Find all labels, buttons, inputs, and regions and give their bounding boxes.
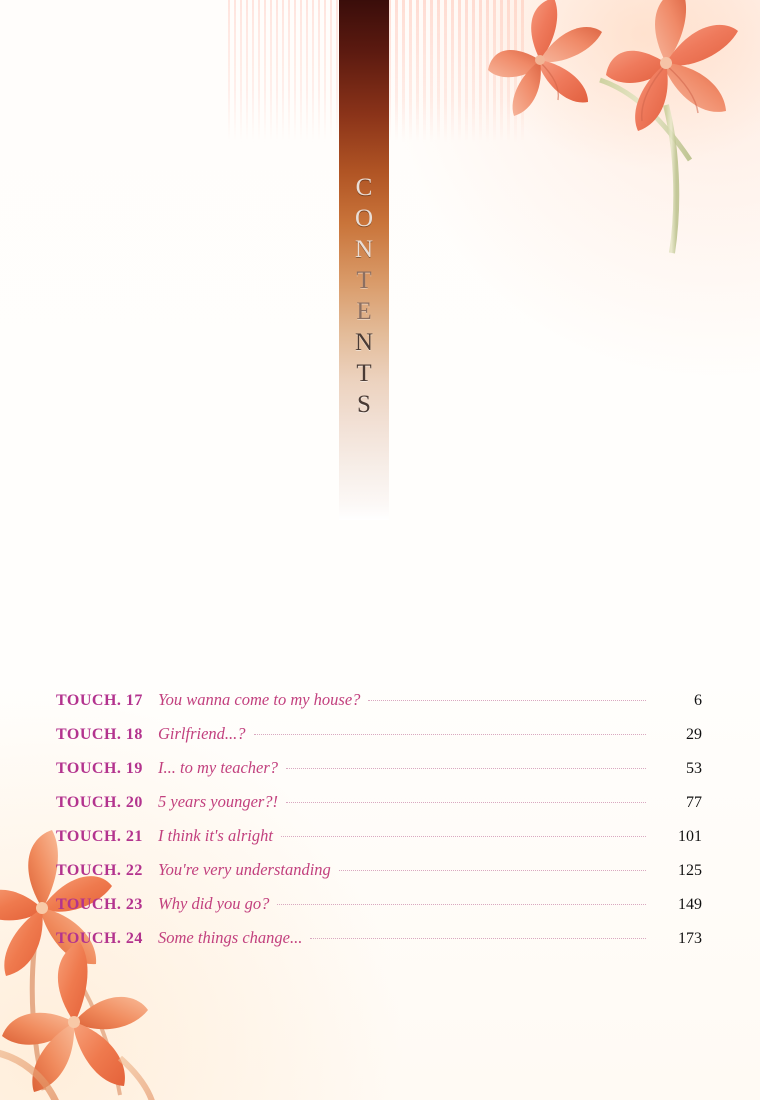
page-title-vertical	[339, 175, 389, 505]
toc-entry-page: 6	[694, 692, 702, 709]
toc-entry-title: Why did you go?	[158, 894, 270, 913]
toc-entry-title: Girlfriend...?	[158, 724, 246, 743]
toc-entry[interactable]	[0, 894, 760, 928]
title-letter-t: T	[356, 267, 372, 294]
toc-entry[interactable]	[0, 724, 760, 758]
toc-entry[interactable]	[0, 928, 760, 962]
toc-entry[interactable]	[0, 758, 760, 792]
toc-entry-number: TOUCH. 23	[56, 896, 143, 913]
toc-entry-title: I think it's alright	[158, 826, 273, 845]
toc-entry-number: TOUCH. 18	[56, 726, 143, 743]
toc-entry-number: TOUCH. 20	[56, 794, 143, 811]
toc-entry-title: Some things change...	[158, 928, 303, 947]
toc-entry-page: 29	[686, 726, 702, 743]
toc-entry-number: TOUCH. 22	[56, 862, 143, 879]
toc-entry-page: 53	[686, 760, 702, 777]
lily-flower-icon	[480, 0, 760, 305]
toc-entry[interactable]	[0, 690, 760, 724]
toc-entry[interactable]	[0, 792, 760, 826]
toc-entry-title: I... to my teacher?	[158, 758, 279, 777]
toc-leader-dots	[254, 734, 646, 735]
toc-entry[interactable]	[0, 860, 760, 894]
toc-entry-page: 149	[678, 896, 702, 913]
toc-leader-dots	[281, 836, 646, 837]
toc-leader-dots	[286, 768, 646, 769]
title-letter-n2: N	[354, 329, 374, 356]
toc-entry-title: You wanna come to my house?	[158, 690, 361, 709]
table-of-contents	[0, 690, 760, 962]
title-letter-t2: T	[356, 360, 372, 387]
toc-leader-dots	[368, 700, 646, 701]
toc-entry-page: 173	[678, 930, 702, 947]
toc-leader-dots	[339, 870, 646, 871]
toc-entry-page: 77	[686, 794, 702, 811]
toc-entry-number: TOUCH. 17	[56, 692, 143, 709]
toc-leader-dots	[277, 904, 646, 905]
toc-leader-dots	[286, 802, 646, 803]
title-letter-e: E	[356, 298, 372, 325]
title-letter-c: C	[355, 174, 373, 201]
title-letter-n: N	[354, 236, 374, 263]
toc-entry-page: 125	[678, 862, 702, 879]
toc-entry-title: 5 years younger?!	[158, 792, 279, 811]
stripe-pattern-left	[228, 0, 340, 142]
toc-entry-page: 101	[678, 828, 702, 845]
toc-entry-number: TOUCH. 21	[56, 828, 143, 845]
toc-leader-dots	[310, 938, 646, 939]
toc-entry-title: You're very understanding	[158, 860, 331, 879]
toc-entry[interactable]	[0, 826, 760, 860]
toc-entry-number: TOUCH. 24	[56, 930, 143, 947]
toc-entry-number: TOUCH. 19	[56, 760, 143, 777]
title-letter-s: S	[357, 391, 371, 418]
title-letter-o: O	[354, 205, 374, 232]
